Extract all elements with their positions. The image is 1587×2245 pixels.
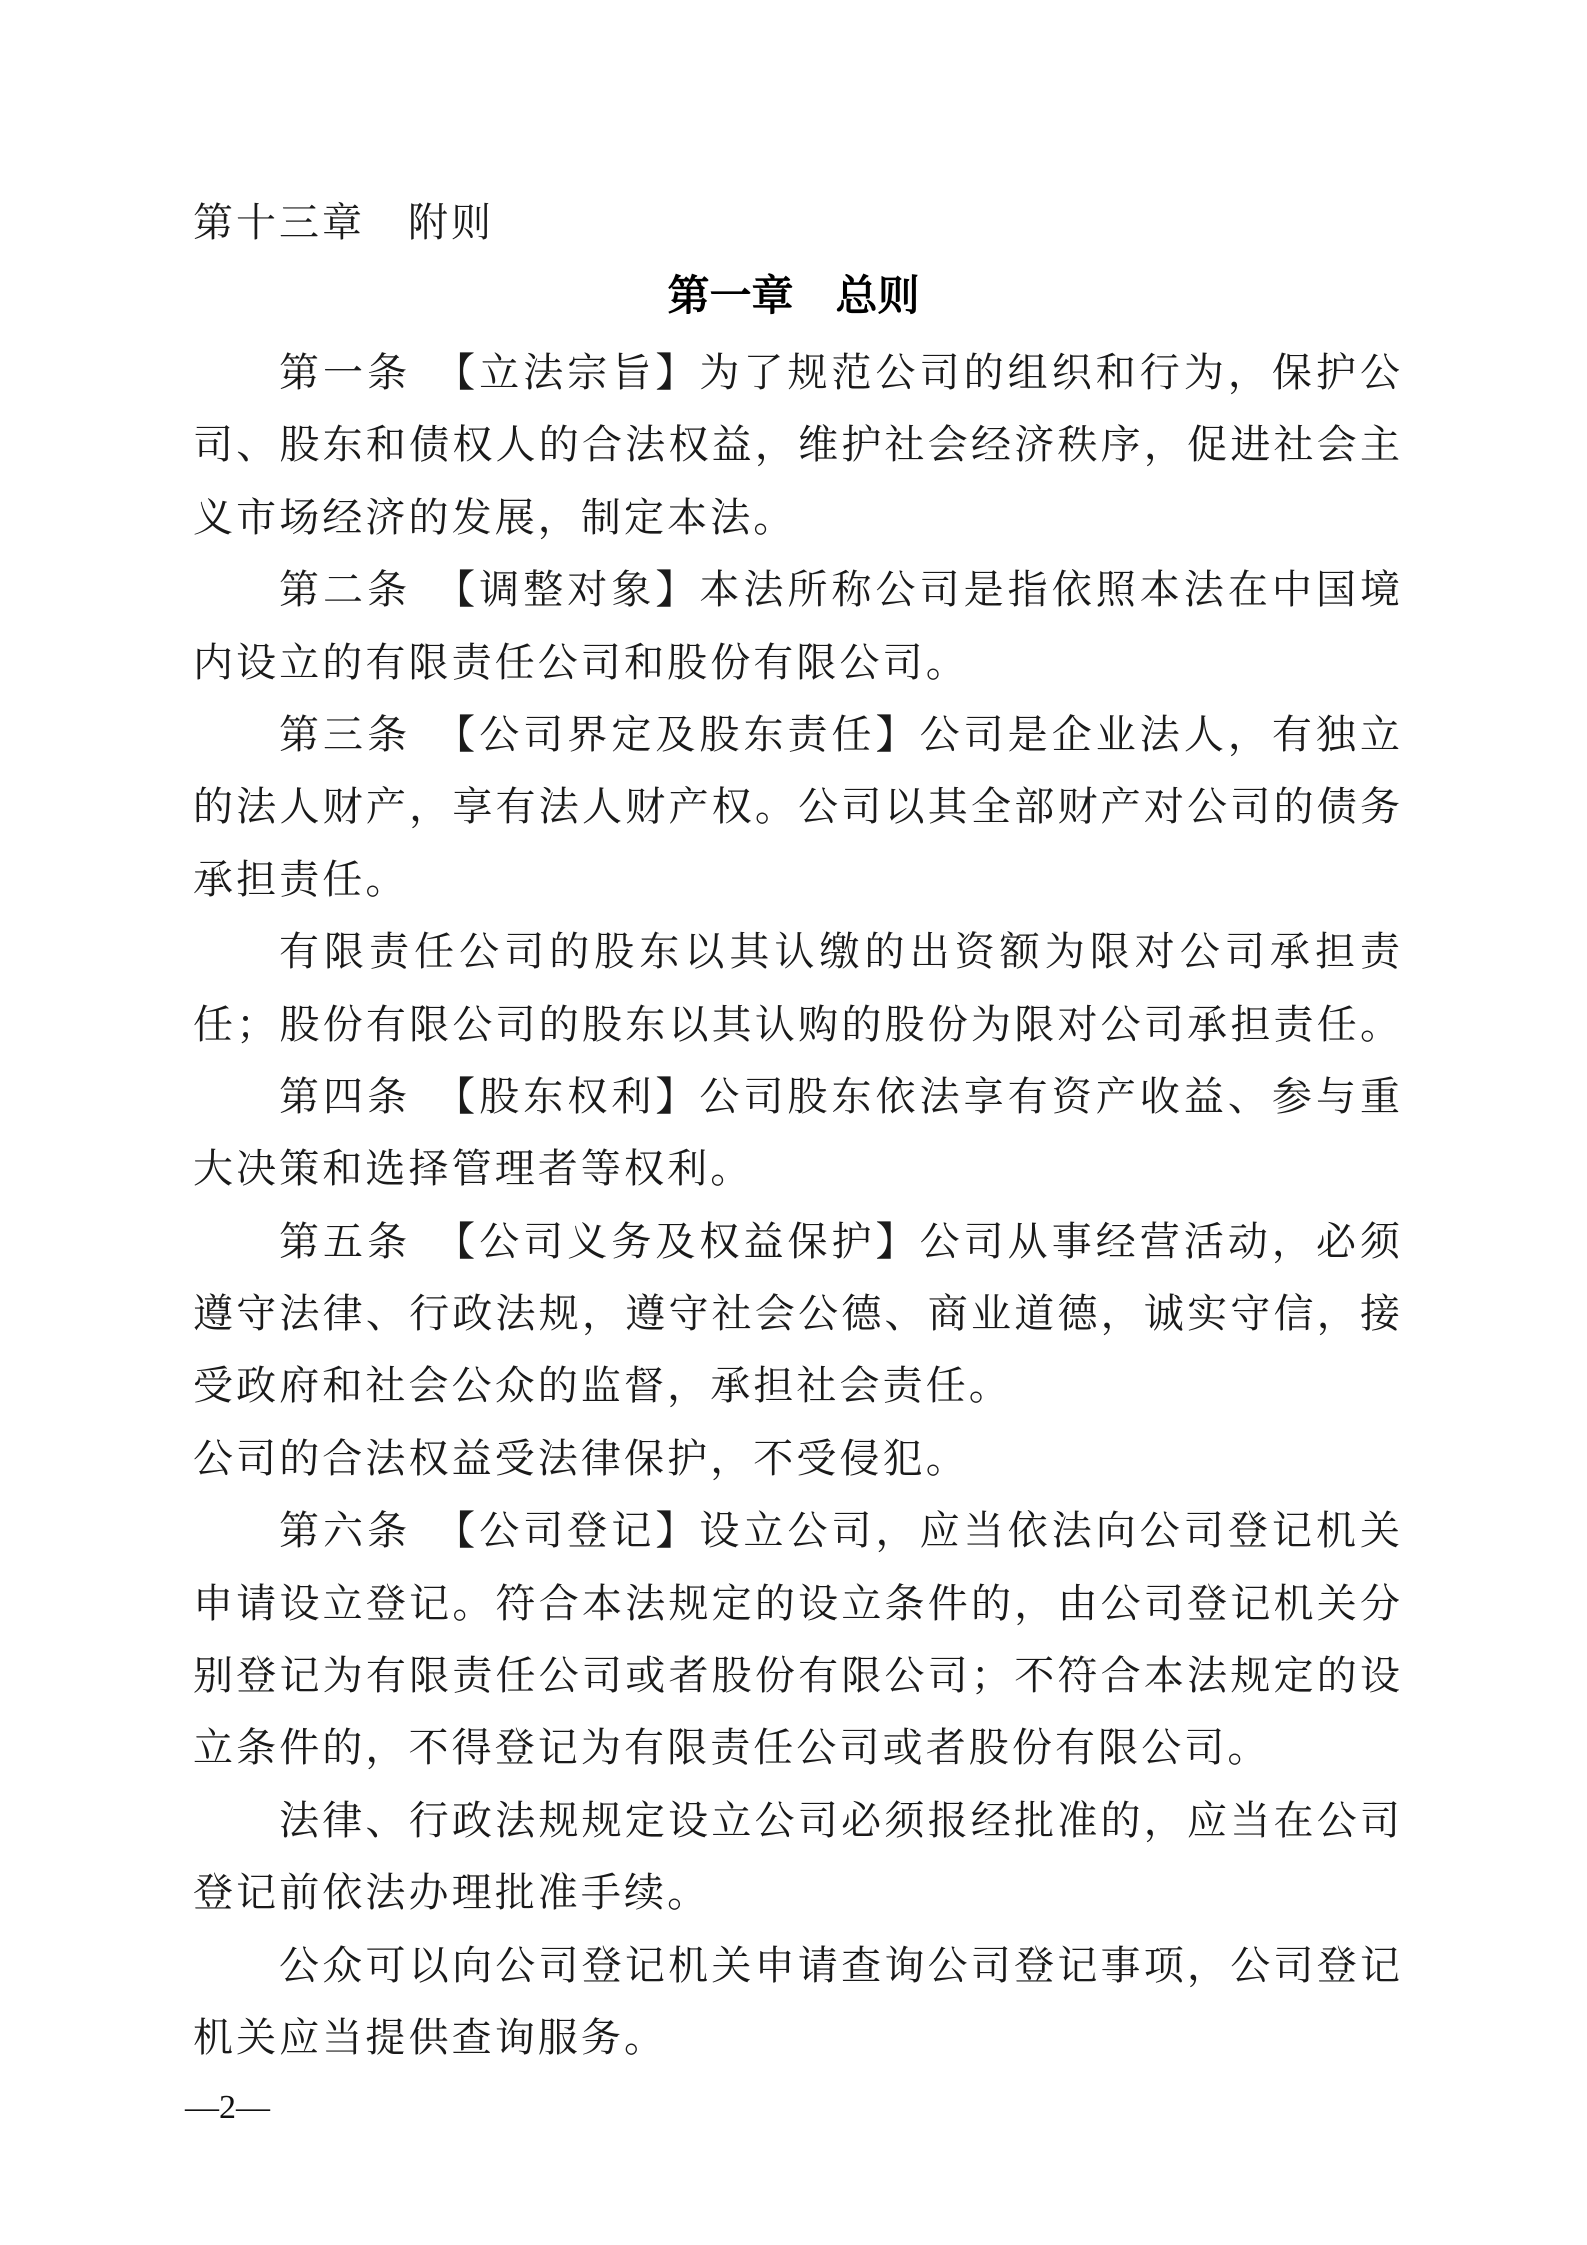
article-1-line-2: 司、股东和债权人的合法权益，维护社会经济秩序，促进社会主 [193,422,1400,469]
article-3-line-3: 承担责任。 [193,856,409,903]
article-3-line-2: 的法人财产，享有法人财产权。公司以其全部财产对公司的债务 [193,784,1400,831]
article-3-para-2-line-1: 有限责任公司的股东以其认缴的出资额为限对公司承担责 [279,929,1400,976]
article-6-para-2-line-1: 法律、行政法规规定设立公司必须报经批准的，应当在公司 [279,1797,1400,1844]
chapter-title: 第一章 总则 [667,271,920,320]
article-6-para-3-line-2: 机关应当提供查询服务。 [193,2014,668,2061]
chapter-body [193,345,1400,2082]
article-6-para-3-line-1: 公众可以向公司登记机关申请查询公司登记事项，公司登记 [279,1942,1400,1989]
article-1-line-3: 义市场经济的发展，制定本法。 [193,494,797,541]
article-5-para-2-line-1: 公司的合法权益受法律保护，不受侵犯。 [193,1435,969,1482]
article-2-line-2: 内设立的有限责任公司和股份有限公司。 [193,639,969,686]
article-6-line-3: 别登记为有限责任公司或者股份有限公司；不符合本法规定的设 [193,1653,1400,1700]
article-1-line-1: 第一条 【立法宗旨】为了规范公司的组织和行为，保护公 [279,350,1400,396]
page-number: —2— [185,2089,270,2126]
article-6-line-4: 立条件的，不得登记为有限责任公司或者股份有限公司。 [193,1725,1271,1772]
article-5-line-1: 第五条 【公司义务及权益保护】公司从事经营活动，必须 [279,1218,1400,1265]
article-6-line-2: 申请设立登记。符合本法规定的设立条件的，由公司登记机关分 [193,1580,1400,1627]
article-6-line-1: 第六条 【公司登记】设立公司，应当依法向公司登记机关 [279,1508,1400,1555]
article-5-line-3: 受政府和社会公众的监督，承担社会责任。 [193,1363,1012,1410]
article-4-line-1: 第四条 【股东权利】公司股东依法享有资产收益、参与重 [279,1073,1400,1120]
article-5-line-2: 遵守法律、行政法规，遵守社会公德、商业道德，诚实守信，接 [193,1291,1400,1338]
toc-entry-chapter-13: 第十三章 附则 [193,200,494,246]
article-3-line-1: 第三条 【公司界定及股东责任】公司是企业法人，有独立 [279,711,1400,758]
article-3-para-2-line-2: 任；股份有限公司的股东以其认购的股份为限对公司承担责任。 [193,1001,1400,1048]
article-2-line-1: 第二条 【调整对象】本法所称公司是指依照本法在中国境 [279,567,1400,614]
article-4-line-2: 大决策和选择管理者等权利。 [193,1146,754,1193]
article-6-para-2-line-2: 登记前依法办理批准手续。 [193,1870,711,1917]
